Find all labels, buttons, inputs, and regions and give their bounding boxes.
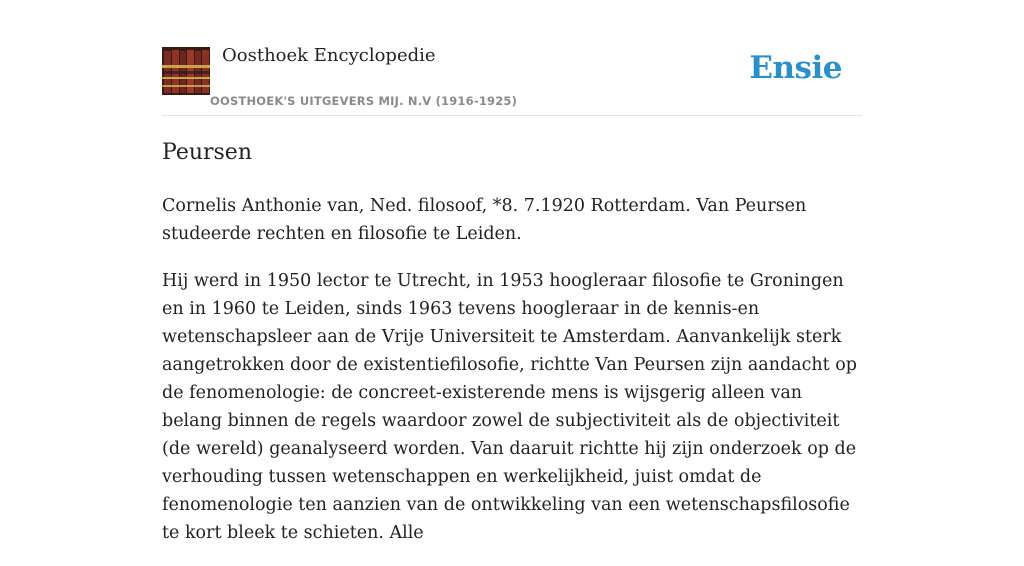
source-subtitle: OOSTHOEK'S UITGEVERS MIJ. N.V (1916-1925) — [210, 94, 518, 108]
article-paragraph: Hij werd in 1950 lector te Utrecht, in 1953 hoogleraar filosofie te Groningen en in 1960 te Leiden, sinds 1963 tevens hoogleraar in de kennis-en wetenschapsleer aan de Vrije Universiteit te Amsterdam. Aanvankelijk sterk aangetrokken door de existentiefilosofie, richtte Van Peursen zijn aandacht op de fenomenologie: de concreet-existerende mens is wijsgerig alleen van belang binnen de regels waardoor zowel de subjectiviteit als de objectiviteit (de wereld) geanalyseerd worden. Van daaruit richtte hij zijn onderzoek op de verhouding tussen wetenschappen en werkelijkheid, juist omdat de fenomenologie ten aanzien van de ontwikkeling van een wetenschapsfilosofie te kort bleek te schieten. Alle — [162, 271, 858, 543]
content-container — [162, 0, 862, 543]
source-name[interactable]: Oosthoek Encyclopedie — [222, 45, 436, 66]
source-header — [162, 0, 862, 116]
article-title: Peursen — [162, 140, 252, 165]
book-spines-icon — [162, 47, 210, 95]
article-paragraph: Cornelis Anthonie van, Ned. filosoof, *8. 7.1920 Rotterdam. Van Peursen studeerde rechten en filosofie te Leiden. — [162, 196, 807, 244]
article-body — [162, 192, 862, 566]
ensie-logo[interactable]: Ensie — [749, 50, 842, 86]
source-avatar[interactable] — [162, 47, 210, 95]
